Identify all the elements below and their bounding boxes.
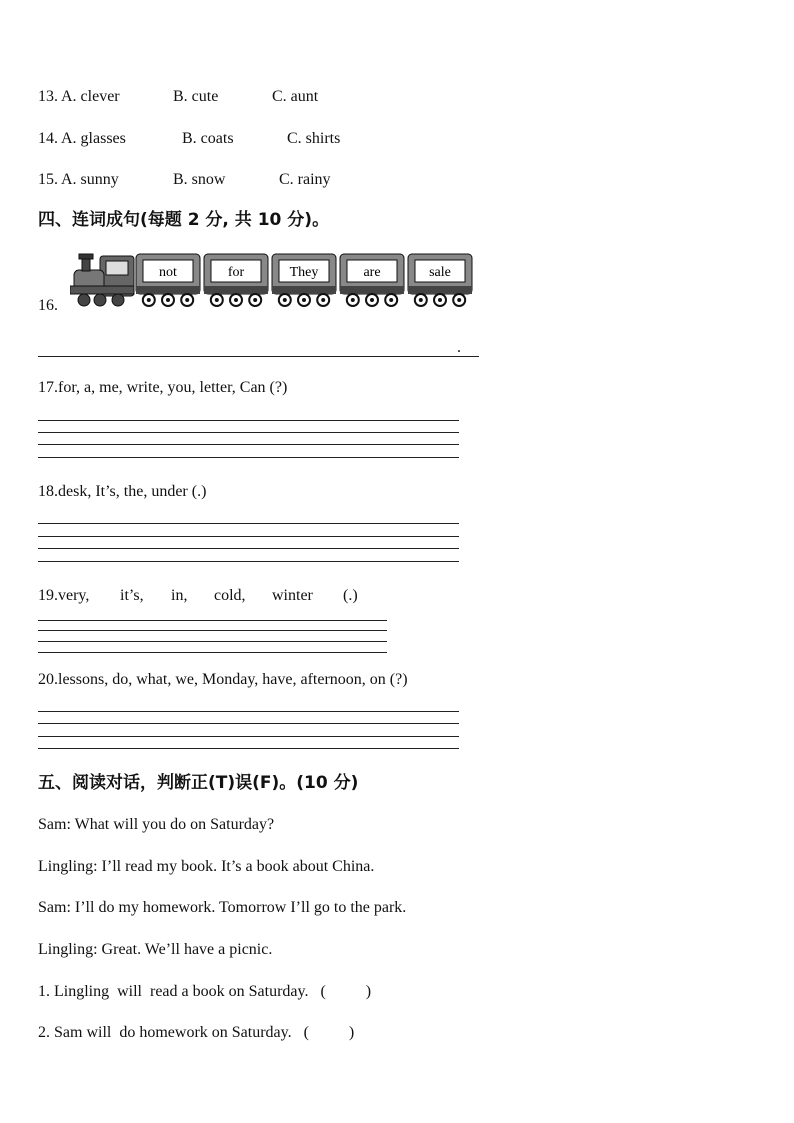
train-word: for [227, 265, 245, 280]
word: (.) [343, 587, 358, 604]
train-car [204, 254, 268, 306]
train-car [272, 254, 336, 306]
question-16-number: 16. [38, 297, 58, 314]
dialogue-line: Lingling: I’ll read my book. It’s a book about China. [38, 858, 375, 875]
word: winter [272, 587, 313, 604]
writing-line [38, 457, 459, 458]
writing-line [38, 736, 459, 737]
writing-line [38, 641, 387, 642]
train-word: They [289, 265, 319, 280]
option-c: C. aunt [272, 88, 319, 105]
end-mark-16: . [457, 339, 461, 356]
writing-line [38, 620, 387, 621]
writing-line [38, 444, 459, 445]
question-20: 20.lessons, do, what, we, Monday, have, afternoon, on (?) [38, 671, 408, 688]
writing-line [38, 561, 459, 562]
train-word: sale [429, 265, 451, 280]
question-number: 13. [38, 88, 58, 105]
question-18: 18.desk, It’s, the, under (.) [38, 483, 207, 500]
judgement-question: 1. Lingling will read a book on Saturday. ( ) [38, 983, 372, 1000]
writing-line [38, 723, 459, 724]
train-word: are [363, 265, 381, 280]
option-a: A. clever [61, 88, 120, 105]
writing-line [38, 536, 459, 537]
train-car [340, 254, 404, 306]
word: in, [171, 587, 188, 604]
train-car [408, 254, 472, 306]
writing-line [38, 652, 387, 653]
option-a: A. glasses [61, 130, 126, 147]
option-a: A. sunny [61, 171, 119, 188]
writing-line [38, 548, 459, 549]
train-car [136, 254, 200, 306]
section-4-heading: 四、连词成句(每题 2 分, 共 10 分)。 [38, 210, 330, 230]
option-b: B. snow [173, 171, 226, 188]
option-c: C. rainy [279, 171, 331, 188]
writing-line [38, 523, 459, 524]
writing-line [38, 420, 459, 421]
train-word: not [159, 265, 177, 280]
option-b: B. cute [173, 88, 219, 105]
answer-line-16 [38, 356, 479, 357]
writing-line [38, 748, 459, 749]
option-c: C. shirts [287, 130, 341, 147]
word: cold, [214, 587, 246, 604]
question-number: 15. [38, 171, 58, 188]
section-5-heading: 五、阅读对话，判断正(T)误(F)。(10 分) [38, 773, 359, 793]
option-b: B. coats [182, 130, 234, 147]
writing-line [38, 630, 387, 631]
word: it’s, [120, 587, 144, 604]
judgement-question: 2. Sam will do homework on Saturday. ( ) [38, 1024, 355, 1041]
word: 19.very, [38, 587, 90, 604]
writing-line [38, 432, 459, 433]
dialogue-line: Sam: I’ll do my homework. Tomorrow I’ll go to the park. [38, 899, 407, 916]
question-17: 17.for, a, me, write, you, letter, Can (?) [38, 379, 288, 396]
train-engine-icon [70, 254, 134, 306]
word-train [70, 248, 474, 312]
writing-line [38, 711, 459, 712]
question-number: 14. [38, 130, 58, 147]
dialogue-line: Sam: What will you do on Saturday? [38, 816, 275, 833]
dialogue-line: Lingling: Great. We’ll have a picnic. [38, 941, 273, 958]
